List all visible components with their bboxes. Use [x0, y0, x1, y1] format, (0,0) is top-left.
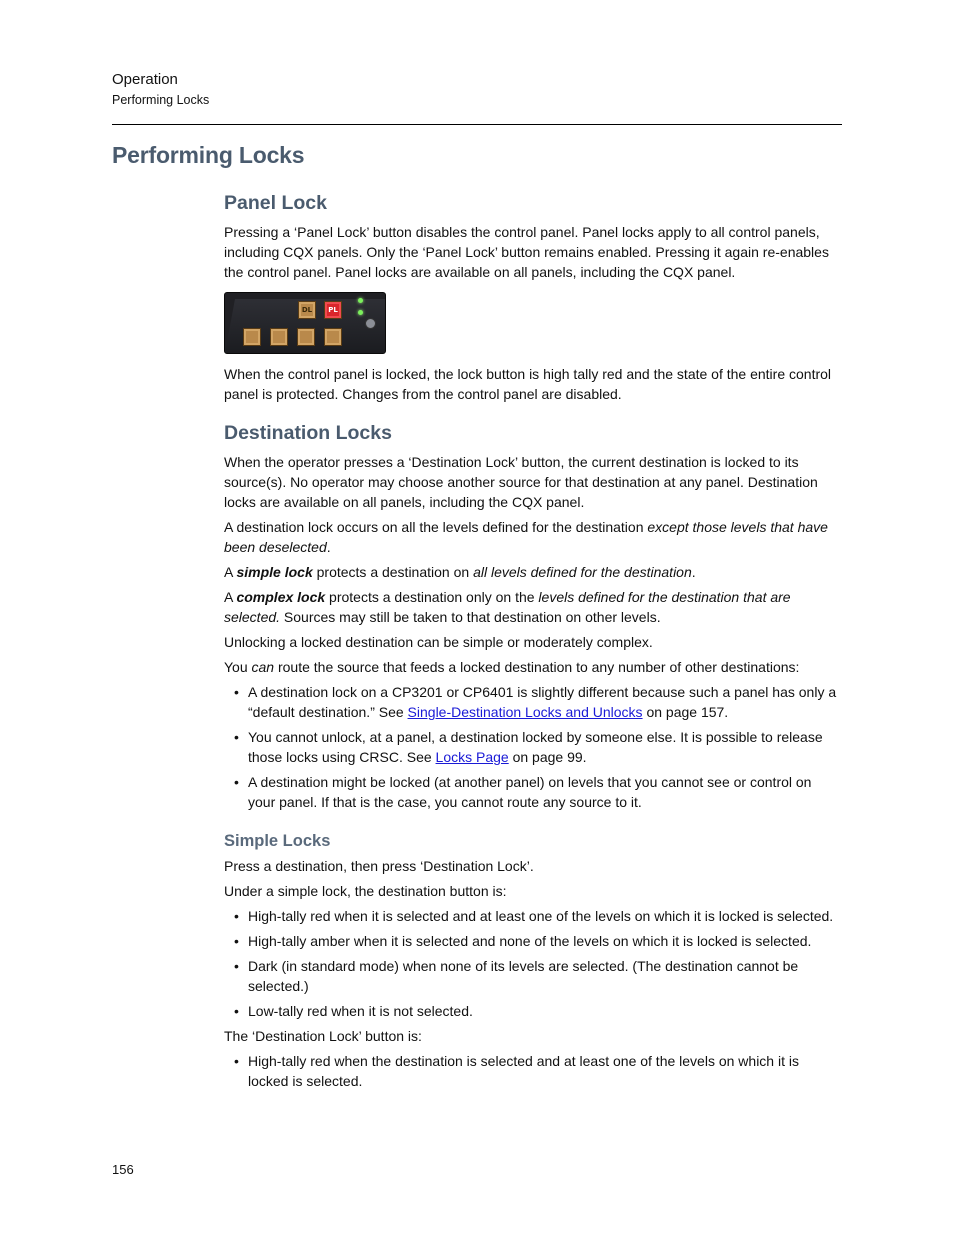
led-indicator-icon: [358, 310, 363, 315]
emphasis: can: [251, 659, 275, 675]
led-indicator-icon: [358, 298, 363, 303]
simple-locks-bullets: [224, 906, 842, 1021]
running-header-chapter: Operation: [112, 71, 178, 88]
pl-button-icon: PL: [324, 301, 342, 319]
list-item: • High-tally amber when it is selected and none of the levels on which it is locked is selected.: [224, 931, 842, 951]
emphasis: all levels defined for the destination: [473, 564, 692, 580]
list-item: [224, 727, 842, 767]
panel-button-icon: [324, 328, 342, 346]
panel-lock-heading: Panel Lock: [224, 192, 327, 214]
destination-lock-button-bullets: [224, 1051, 842, 1091]
text-run: Sources may still be taken to that destination on other levels.: [280, 609, 661, 625]
panel-lock-after: When the control panel is locked, the lock button is high tally red and the state of the entire control panel is protected. Changes from the control panel are disabled.: [224, 366, 832, 402]
panel-button-icon: [297, 328, 315, 346]
destination-locks-bullets: [224, 682, 842, 812]
simple-locks-p2: Under a simple lock, the destination button is:: [224, 883, 507, 899]
list-item: [224, 682, 842, 722]
emphasis: levels defined for the destination that are selected.: [224, 589, 791, 625]
panel-lock-section: [224, 190, 842, 404]
dl-button-icon: DL: [298, 301, 316, 319]
page-title: Performing Locks: [112, 142, 305, 168]
destination-locks-section: [224, 420, 842, 812]
text-run: A: [224, 589, 237, 605]
simple-locks-p1: Press a destination, then press ‘Destination Lock’.: [224, 858, 534, 874]
destination-locks-p2: [224, 517, 842, 557]
page-number: 156: [112, 1162, 134, 1177]
text-run: protects a destination only on the: [325, 589, 539, 605]
panel-button-icon: [243, 328, 261, 346]
running-header-section: Performing Locks: [112, 93, 210, 107]
destination-locks-p3: [224, 562, 842, 582]
text-run: You cannot unlock, at a panel, a destination locked by someone else. It is possible to release those locks using CRSC. See: [248, 729, 823, 765]
simple-locks-heading: Simple Locks: [224, 832, 331, 850]
text-run: protects a destination on: [312, 564, 474, 580]
text-run: route the source that feeds a locked destination to any number of other destinations:: [274, 659, 800, 675]
text-run: You: [224, 659, 252, 675]
text-run: A destination lock on a CP3201 or CP6401 is slightly different because such a panel has only a “default destination.” See: [248, 684, 837, 720]
panel-button-icon: [270, 328, 288, 346]
simple-locks-p3: The ‘Destination Lock’ button is:: [224, 1028, 422, 1044]
header-rule: [112, 124, 842, 125]
list-item: • A destination might be locked (at another panel) on levels that you cannot see or control on your panel. If that is the case, you cannot route any source to it.: [224, 772, 842, 812]
destination-locks-p1: When the operator presses a ‘Destination Lock’ button, the current destination is locked to its source(s). No operator may choose another source for that destination at any panel. Destination locks are available on all panels, including the CQX panel.: [224, 454, 818, 510]
simple-locks-section: [224, 830, 842, 1091]
text-run: .: [691, 564, 696, 580]
term-simple-lock: simple lock: [236, 564, 313, 580]
text-run: .: [326, 539, 331, 555]
main-content: [224, 190, 842, 1096]
panel-lock-intro: Pressing a ‘Panel Lock’ button disables the control panel. Panel locks apply to all control panels, including CQX panels. Only the ‘Panel Lock’ button remains enabled. Pressing it again re-enables the control panel. Panel locks are available on all panels, including the CQX panel.: [224, 224, 829, 280]
list-item: • Dark (in standard mode) when none of its levels are selected. (The destination cannot be selected.): [224, 956, 842, 996]
text-run: A destination lock occurs on all the levels defined for the destination: [224, 519, 648, 535]
knob-icon: [365, 318, 376, 329]
emphasis: except those levels that have been deselected: [224, 519, 828, 555]
term-complex-lock: complex lock: [236, 589, 326, 605]
text-run: on page 157.: [642, 704, 729, 720]
list-item: • High-tally red when it is selected and at least one of the levels on which it is locked is selected.: [224, 906, 842, 926]
destination-locks-p4: [224, 587, 842, 627]
list-item: • Low-tally red when it is not selected.: [224, 1001, 842, 1021]
text-run: A: [224, 564, 237, 580]
destination-locks-p6: [224, 657, 842, 677]
text-run: on page 99.: [508, 749, 587, 765]
link-locks-page[interactable]: Locks Page: [435, 749, 509, 765]
link-single-destination-locks[interactable]: Single-Destination Locks and Unlocks: [407, 704, 643, 720]
destination-locks-heading: Destination Locks: [224, 422, 392, 444]
destination-locks-p5: Unlocking a locked destination can be simple or moderately complex.: [224, 634, 653, 650]
list-item: • High-tally red when the destination is selected and at least one of the levels on which it is locked is selected.: [224, 1051, 842, 1091]
control-panel-image: [224, 292, 386, 354]
